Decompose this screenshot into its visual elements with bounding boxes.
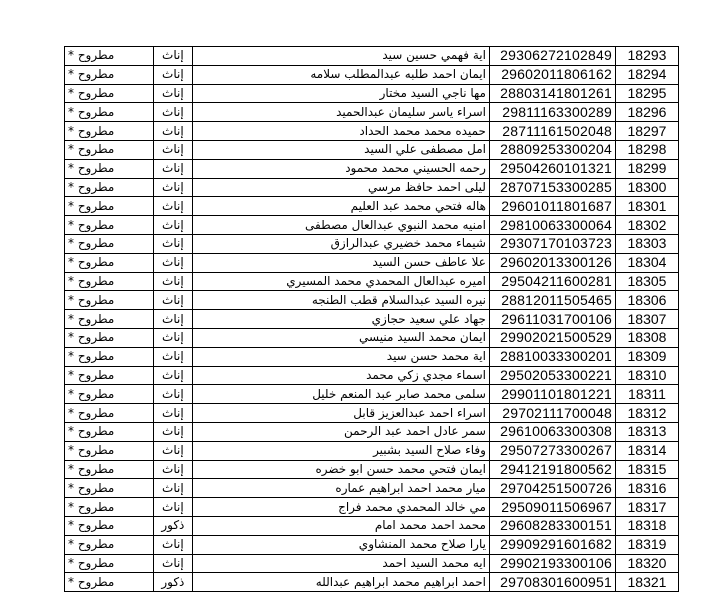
status-cell: مطروح * — [65, 573, 154, 592]
status-cell: مطروح * — [65, 310, 154, 329]
gender-cell: إناث — [153, 328, 193, 347]
status-cell: مطروح * — [65, 47, 154, 66]
gender-cell: إناث — [153, 47, 193, 66]
name-cell: سلمى محمد صابر عبد المنعم خليل — [193, 385, 490, 404]
status-cell: مطروح * — [65, 84, 154, 103]
table-row — [65, 159, 679, 178]
table-row — [65, 328, 679, 347]
national-id-cell: 28812011505465 — [489, 291, 615, 310]
name-cell: ميار محمد احمد ابراهيم عماره — [193, 479, 490, 498]
table-row — [65, 103, 679, 122]
national-id-cell: 29810063300064 — [489, 216, 615, 235]
gender-cell: إناث — [153, 422, 193, 441]
gender-cell: إناث — [153, 122, 193, 141]
national-id-cell: 29504211600281 — [489, 272, 615, 291]
gender-cell: إناث — [153, 234, 193, 253]
gender-cell: إناث — [153, 347, 193, 366]
seat-number-cell: 18299 — [615, 159, 678, 178]
table-row — [65, 122, 679, 141]
results-sheet — [64, 46, 679, 592]
seat-number-cell: 18303 — [615, 234, 678, 253]
gender-cell: إناث — [153, 84, 193, 103]
table-row — [65, 479, 679, 498]
status-cell: مطروح * — [65, 65, 154, 84]
gender-cell: إناث — [153, 441, 193, 460]
name-cell: اسراء ياسر سليمان عبدالحميد — [193, 103, 490, 122]
name-cell: مي خالد المحمدي محمد فراج — [193, 498, 490, 517]
gender-cell: إناث — [153, 159, 193, 178]
status-cell: مطروح * — [65, 404, 154, 423]
national-id-cell: 29602011806162 — [489, 65, 615, 84]
name-cell: ايمان احمد طلبه عبدالمطلب سلامه — [193, 65, 490, 84]
national-id-cell: 29608283300151 — [489, 516, 615, 535]
seat-number-cell: 18315 — [615, 460, 678, 479]
seat-number-cell: 18304 — [615, 253, 678, 272]
name-cell: اميره عبدالعال المحمدي محمد المسيري — [193, 272, 490, 291]
table-row — [65, 65, 679, 84]
table-row — [65, 310, 679, 329]
status-cell: مطروح * — [65, 554, 154, 573]
name-cell: ايه محمد السيد احمد — [193, 554, 490, 573]
national-id-cell: 29306272102849 — [489, 47, 615, 66]
table-row — [65, 291, 679, 310]
gender-cell: إناث — [153, 366, 193, 385]
name-cell: اية محمد حسن سيد — [193, 347, 490, 366]
national-id-cell: 29412191800562 — [489, 460, 615, 479]
gender-cell: إناث — [153, 310, 193, 329]
table-row — [65, 516, 679, 535]
national-id-cell: 29702111700048 — [489, 404, 615, 423]
table-row — [65, 234, 679, 253]
national-id-cell: 29502053300221 — [489, 366, 615, 385]
name-cell: ليلى احمد حافظ مرسي — [193, 178, 490, 197]
status-cell: مطروح * — [65, 291, 154, 310]
national-id-cell: 29507273300267 — [489, 441, 615, 460]
national-id-cell: 28810033300201 — [489, 347, 615, 366]
name-cell: وفاء صلاح السيد بشبير — [193, 441, 490, 460]
national-id-cell: 29504260101321 — [489, 159, 615, 178]
status-cell: مطروح * — [65, 498, 154, 517]
seat-number-cell: 18305 — [615, 272, 678, 291]
national-id-cell: 28809253300204 — [489, 140, 615, 159]
national-id-cell: 29901101801221 — [489, 385, 615, 404]
gender-cell: إناث — [153, 404, 193, 423]
name-cell: محمد احمد محمد امام — [193, 516, 490, 535]
name-cell: جهاد علي سعيد حجازي — [193, 310, 490, 329]
seat-number-cell: 18309 — [615, 347, 678, 366]
gender-cell: إناث — [153, 65, 193, 84]
seat-number-cell: 18297 — [615, 122, 678, 141]
name-cell: نيره السيد عبدالسلام قطب الطنجه — [193, 291, 490, 310]
gender-cell: إناث — [153, 253, 193, 272]
status-cell: مطروح * — [65, 159, 154, 178]
table-row — [65, 366, 679, 385]
seat-number-cell: 18296 — [615, 103, 678, 122]
status-cell: مطروح * — [65, 122, 154, 141]
national-id-cell: 29601011801687 — [489, 197, 615, 216]
seat-number-cell: 18301 — [615, 197, 678, 216]
gender-cell: إناث — [153, 178, 193, 197]
status-cell: مطروح * — [65, 253, 154, 272]
status-cell: مطروح * — [65, 272, 154, 291]
table-row — [65, 347, 679, 366]
gender-cell: إناث — [153, 535, 193, 554]
name-cell: اسراء احمد عبدالعزيز قابل — [193, 404, 490, 423]
seat-number-cell: 18293 — [615, 47, 678, 66]
name-cell: مها ناجي السيد مختار — [193, 84, 490, 103]
name-cell: اسماء مجدي زكي محمد — [193, 366, 490, 385]
seat-number-cell: 18311 — [615, 385, 678, 404]
national-id-cell: 29902193300106 — [489, 554, 615, 573]
status-cell: مطروح * — [65, 216, 154, 235]
national-id-cell: 28707153300285 — [489, 178, 615, 197]
national-id-cell: 29611031700106 — [489, 310, 615, 329]
seat-number-cell: 18294 — [615, 65, 678, 84]
status-cell: مطروح * — [65, 366, 154, 385]
national-id-cell: 29909291601682 — [489, 535, 615, 554]
gender-cell: إناث — [153, 103, 193, 122]
status-cell: مطروح * — [65, 441, 154, 460]
gender-cell: ذكور — [153, 573, 193, 592]
status-cell: مطروح * — [65, 328, 154, 347]
name-cell: ايمان محمد السيد منيسي — [193, 328, 490, 347]
name-cell: امل مصطفى علي السيد — [193, 140, 490, 159]
seat-number-cell: 18321 — [615, 573, 678, 592]
status-cell: مطروح * — [65, 234, 154, 253]
national-id-cell: 29307170103723 — [489, 234, 615, 253]
seat-number-cell: 18313 — [615, 422, 678, 441]
table-row — [65, 385, 679, 404]
status-cell: مطروح * — [65, 197, 154, 216]
table-row — [65, 272, 679, 291]
seat-number-cell: 18319 — [615, 535, 678, 554]
name-cell: حميده محمد محمد الحداد — [193, 122, 490, 141]
national-id-cell: 29509011506967 — [489, 498, 615, 517]
seat-number-cell: 18298 — [615, 140, 678, 159]
status-cell: مطروح * — [65, 535, 154, 554]
seat-number-cell: 18320 — [615, 554, 678, 573]
national-id-cell: 29602013300126 — [489, 253, 615, 272]
seat-number-cell: 18314 — [615, 441, 678, 460]
status-cell: مطروح * — [65, 479, 154, 498]
seat-number-cell: 18317 — [615, 498, 678, 517]
status-cell: مطروح * — [65, 347, 154, 366]
seat-number-cell: 18316 — [615, 479, 678, 498]
table-row — [65, 422, 679, 441]
seat-number-cell: 18312 — [615, 404, 678, 423]
national-id-cell: 29610063300308 — [489, 422, 615, 441]
status-cell: مطروح * — [65, 422, 154, 441]
seat-number-cell: 18295 — [615, 84, 678, 103]
national-id-cell: 29902021500529 — [489, 328, 615, 347]
seat-number-cell: 18310 — [615, 366, 678, 385]
table-row — [65, 498, 679, 517]
national-id-cell: 29708301600951 — [489, 573, 615, 592]
national-id-cell: 29704251500726 — [489, 479, 615, 498]
name-cell: ايمان فتحي محمد حسن ابو خضره — [193, 460, 490, 479]
gender-cell: إناث — [153, 385, 193, 404]
name-cell: هاله فتحي محمد عبد العليم — [193, 197, 490, 216]
name-cell: اية فهمي حسين سيد — [193, 47, 490, 66]
name-cell: شيماء محمد خضيري عبدالرازق — [193, 234, 490, 253]
name-cell: رحمه الحسيني محمد محمود — [193, 159, 490, 178]
status-cell: مطروح * — [65, 516, 154, 535]
status-cell: مطروح * — [65, 103, 154, 122]
gender-cell: إناث — [153, 498, 193, 517]
gender-cell: إناث — [153, 554, 193, 573]
national-id-cell: 29811163300289 — [489, 103, 615, 122]
seat-number-cell: 18306 — [615, 291, 678, 310]
name-cell: علا عاطف حسن السيد — [193, 253, 490, 272]
gender-cell: إناث — [153, 216, 193, 235]
results-table — [64, 46, 679, 592]
seat-number-cell: 18318 — [615, 516, 678, 535]
seat-number-cell: 18307 — [615, 310, 678, 329]
name-cell: سمر عادل احمد عبد الرحمن — [193, 422, 490, 441]
status-cell: مطروح * — [65, 140, 154, 159]
table-row — [65, 47, 679, 66]
gender-cell: ذكور — [153, 516, 193, 535]
table-row — [65, 441, 679, 460]
table-row — [65, 197, 679, 216]
status-cell: مطروح * — [65, 385, 154, 404]
national-id-cell: 28803141801261 — [489, 84, 615, 103]
name-cell: احمد ابراهيم محمد ابراهيم عبدالله — [193, 573, 490, 592]
table-row — [65, 140, 679, 159]
name-cell: امنيه محمد النبوي عبدالعال مصطفى — [193, 216, 490, 235]
results-table-body — [65, 47, 679, 592]
table-row — [65, 573, 679, 592]
table-row — [65, 554, 679, 573]
seat-number-cell: 18308 — [615, 328, 678, 347]
table-row — [65, 404, 679, 423]
national-id-cell: 28711161502048 — [489, 122, 615, 141]
table-row — [65, 535, 679, 554]
gender-cell: إناث — [153, 272, 193, 291]
table-row — [65, 216, 679, 235]
seat-number-cell: 18302 — [615, 216, 678, 235]
status-cell: مطروح * — [65, 178, 154, 197]
gender-cell: إناث — [153, 140, 193, 159]
table-row — [65, 253, 679, 272]
table-row — [65, 460, 679, 479]
gender-cell: إناث — [153, 197, 193, 216]
gender-cell: إناث — [153, 291, 193, 310]
name-cell: يارا صلاح محمد المنشاوي — [193, 535, 490, 554]
table-row — [65, 178, 679, 197]
table-row — [65, 84, 679, 103]
status-cell: مطروح * — [65, 460, 154, 479]
seat-number-cell: 18300 — [615, 178, 678, 197]
gender-cell: إناث — [153, 460, 193, 479]
gender-cell: إناث — [153, 479, 193, 498]
